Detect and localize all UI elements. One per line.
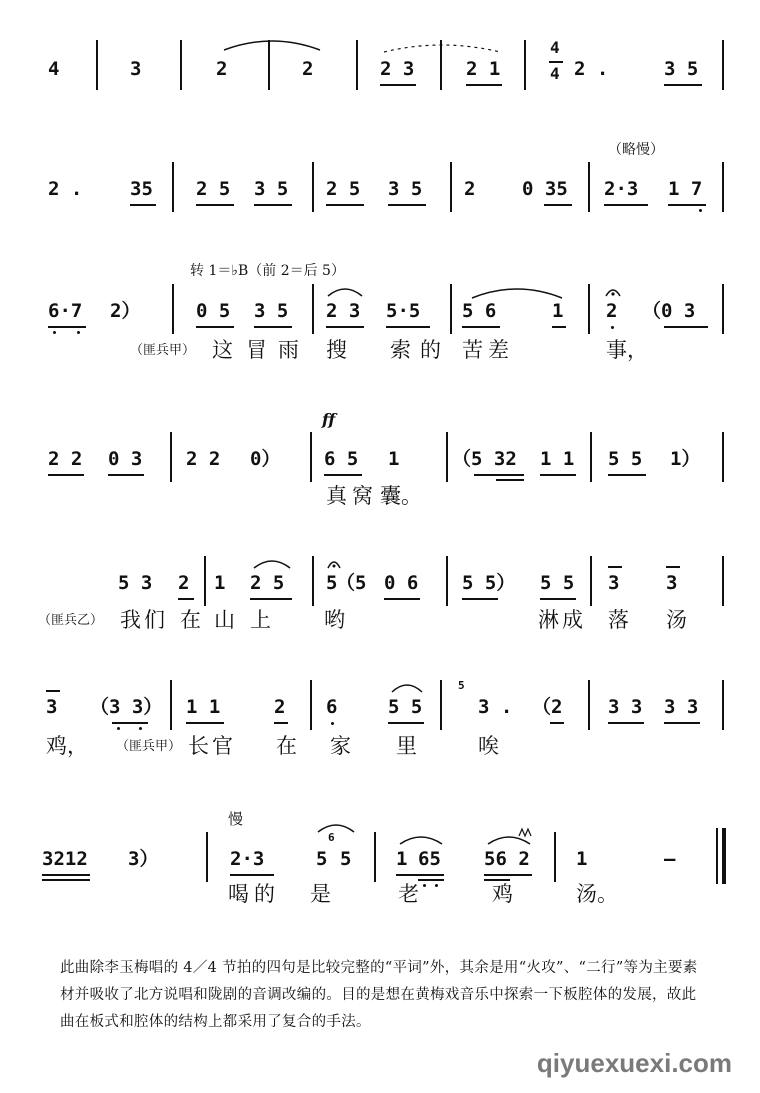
note: （3 3） [90, 696, 163, 718]
note: 6 [326, 696, 338, 718]
lyric: 长 [188, 734, 209, 758]
lyric: 这 [212, 338, 233, 362]
time-signature-top: 4 [550, 38, 560, 57]
underline [42, 874, 90, 876]
lyric: 汤。 [576, 882, 618, 906]
underline [196, 326, 234, 328]
tie-slur [382, 40, 502, 54]
note: （0 3 [642, 300, 696, 322]
note: 5 5） [462, 572, 516, 594]
barline [356, 40, 358, 90]
underline [462, 598, 498, 600]
underline [48, 326, 86, 328]
note: 2 3 [380, 58, 415, 80]
low-octave-dot [117, 727, 120, 730]
note: 4 [48, 58, 60, 80]
underline [462, 326, 500, 328]
barline [524, 40, 526, 90]
explanatory-paragraph: 此曲除李玉梅唱的 4／4 节拍的四句是比较完整的“平词”外，其余是用“火攻”、“二行”等为主要素材并吸收了北方说唱和陇剧的音调改编的。目的是想在黄梅戏音乐中探索一下板腔体的发展，故此曲在板式和腔体的结构上都采用了复合的手法。 [60, 960, 698, 1030]
note: 3 [608, 572, 620, 594]
time-signature-bottom: 4 [550, 64, 560, 83]
barline [722, 40, 724, 90]
lyric: 在 [180, 608, 201, 632]
note: 6·7 [48, 300, 83, 322]
barline [450, 162, 452, 212]
barline [172, 284, 174, 334]
underline [540, 474, 576, 476]
lyric: 汤 [666, 608, 687, 632]
lyric: 搜 [326, 338, 347, 362]
underline [540, 598, 576, 600]
extension-line [666, 566, 680, 568]
underline [48, 474, 84, 476]
note: 3） [128, 848, 159, 870]
note: 1 7 [668, 178, 703, 200]
underline [108, 474, 144, 476]
underline [386, 326, 430, 328]
note: 5 5 [540, 572, 575, 594]
note: 5 5 [388, 696, 423, 718]
note: 5·5 [386, 300, 421, 322]
role-label: （匪兵甲） [116, 739, 182, 754]
barline [172, 162, 174, 212]
note: 2） [110, 300, 141, 322]
underline [608, 722, 644, 724]
tie-slur [316, 820, 356, 834]
lyric: 上 [250, 608, 271, 632]
note: 5 5 [608, 448, 643, 470]
underline [552, 326, 566, 328]
note: 3 5 [254, 178, 289, 200]
note: 1 1 [540, 448, 575, 470]
low-octave-dot [699, 209, 702, 212]
note: （5 32 [452, 448, 517, 470]
note: （5 [336, 572, 367, 594]
key-change-annotation: 转 1＝♭B（前 2＝后 5） [190, 263, 345, 279]
low-octave-dot [53, 331, 56, 334]
barline [446, 556, 448, 606]
note: 0 6 [384, 572, 419, 594]
barline [588, 680, 590, 730]
barline [170, 432, 172, 482]
lyric: 的 [254, 882, 275, 906]
note: 3 [666, 572, 678, 594]
underline [396, 874, 444, 876]
note: 56 2 [484, 848, 530, 870]
tempo-annotation: （略慢） [608, 142, 664, 158]
lyric: 落 [608, 608, 629, 632]
underline-double [484, 879, 510, 881]
barline [722, 556, 724, 606]
note: 1） [670, 448, 701, 470]
low-octave-dot [611, 326, 614, 329]
tie-slur [222, 36, 322, 52]
underline [664, 84, 702, 86]
barline [722, 162, 724, 212]
underline [196, 204, 234, 206]
underline [274, 722, 288, 724]
underline [466, 84, 502, 86]
barline [312, 284, 314, 334]
lyric: 喝 [228, 882, 249, 906]
underline [250, 598, 292, 600]
time-signature-line [549, 61, 563, 63]
underline [484, 874, 532, 876]
note: 0 3 [108, 448, 143, 470]
barline [170, 680, 172, 730]
lyric: 成 [562, 608, 583, 632]
final-barline-thin [716, 828, 718, 884]
lyric: 官 [212, 734, 233, 758]
note: 2·3 [230, 848, 265, 870]
underline [474, 474, 524, 476]
barline [588, 162, 590, 212]
note: 2 2 [186, 448, 221, 470]
barline [554, 832, 556, 882]
barline [206, 832, 208, 882]
low-octave-dot [77, 331, 80, 334]
low-octave-dot [139, 727, 142, 730]
tie-slur [390, 680, 424, 694]
underline [544, 204, 572, 206]
underline [388, 204, 426, 206]
tie-slur [398, 832, 444, 846]
barline [440, 680, 442, 730]
lyric: 苦 [462, 338, 483, 362]
lyric: 里 [396, 734, 417, 758]
underline [604, 204, 648, 206]
tie-slur [326, 284, 364, 298]
note: 1 [388, 448, 400, 470]
note: 2 3 [326, 300, 361, 322]
underline [178, 598, 194, 600]
note: 3 5 [254, 300, 289, 322]
note: 3 3 [664, 696, 699, 718]
barline [590, 556, 592, 606]
note: 1 [214, 572, 226, 594]
tie-slur [252, 556, 292, 570]
lyric: 索 [390, 338, 411, 362]
barline [374, 832, 376, 882]
underline-double [418, 879, 444, 881]
lyric: 唉 [478, 734, 499, 758]
tie-slur [470, 284, 564, 300]
lyric: 哟 [324, 608, 345, 632]
note: 3 . [478, 696, 513, 718]
watermark: qiyuexuexi.com [536, 1048, 732, 1078]
note: 2·3 [604, 178, 639, 200]
note: 2 5 [196, 178, 231, 200]
underline [254, 326, 292, 328]
barline [310, 680, 312, 730]
low-octave-dot [435, 884, 438, 887]
lyric: 们 [144, 608, 165, 632]
fermata [604, 284, 622, 298]
note: 1 1 [186, 696, 221, 718]
extension-line [608, 566, 622, 568]
note: 3212 [42, 848, 88, 870]
note: 2 . [48, 178, 83, 200]
lyric: 事， [606, 338, 648, 362]
low-octave-dot [331, 722, 334, 725]
underline [254, 204, 292, 206]
underline [550, 722, 564, 724]
low-octave-dot [423, 884, 426, 887]
note: 5 [316, 848, 328, 870]
underline-double [496, 479, 524, 481]
note: 1 [396, 848, 408, 870]
barline [722, 284, 724, 334]
lyric: 是 [310, 882, 331, 906]
lyric: 窝 [352, 484, 373, 508]
trill-mark [518, 826, 532, 838]
grace-note: 6 [328, 831, 335, 844]
note: 0 35 [522, 178, 568, 200]
note: 35 [130, 178, 153, 200]
note: 2 [464, 178, 476, 200]
underline [380, 84, 416, 86]
underline [326, 326, 364, 328]
underline [664, 326, 708, 328]
barline [312, 556, 314, 606]
underline [664, 722, 700, 724]
barline [180, 40, 182, 90]
lyric: 冒 [246, 338, 267, 362]
barline [588, 284, 590, 334]
lyric: 雨 [278, 338, 299, 362]
lyric: 家 [330, 734, 351, 758]
extension-line [46, 690, 60, 692]
lyric: 在 [276, 734, 297, 758]
barline [204, 556, 206, 606]
grace-note: 5 [458, 679, 465, 692]
underline [324, 474, 362, 476]
note: 2 [606, 300, 618, 322]
note: 5 3 [118, 572, 153, 594]
underline [326, 204, 364, 206]
note: 0） [250, 448, 281, 470]
underline-double [42, 879, 90, 881]
note: 3 [46, 696, 58, 718]
underline [388, 722, 424, 724]
tempo-marking: 慢 [228, 810, 244, 828]
note: 3 [130, 58, 142, 80]
note: 2 5 [326, 178, 361, 200]
note: 1 [576, 848, 588, 870]
lyric: 鸡 [492, 882, 513, 906]
note: 2 [216, 58, 228, 80]
underline [608, 474, 646, 476]
underline [668, 204, 706, 206]
note: 2 [302, 58, 314, 80]
barline [96, 40, 98, 90]
barline [312, 162, 314, 212]
lyric: 老 [398, 882, 419, 906]
note: 0 5 [196, 300, 231, 322]
barline [590, 432, 592, 482]
lyric: 鸡， [46, 734, 88, 758]
lyric: 真 [326, 484, 347, 508]
underline [130, 204, 156, 206]
note: 5 [340, 848, 352, 870]
note: 6 5 [324, 448, 359, 470]
note: 2 . [574, 58, 609, 80]
note: 5 [326, 572, 338, 594]
barline [722, 432, 724, 482]
note: — [664, 848, 676, 870]
note: 3 3 [608, 696, 643, 718]
note: （2 [532, 696, 563, 718]
note: 2 2 [48, 448, 83, 470]
note: 65 [418, 848, 441, 870]
underline [230, 874, 274, 876]
lyric: 山 [214, 608, 235, 632]
lyric: 差 [488, 338, 509, 362]
note: 1 [552, 300, 564, 322]
note: 5 6 [462, 300, 497, 322]
barline [446, 432, 448, 482]
dynamic-marking: ff [322, 410, 336, 429]
note: 3 5 [388, 178, 423, 200]
note: 3 5 [664, 58, 699, 80]
note: 2 1 [466, 58, 501, 80]
underline [112, 722, 148, 724]
role-label: （匪兵乙） [38, 613, 104, 628]
role-label: （匪兵甲） [130, 343, 196, 358]
lyric: 淋 [538, 608, 559, 632]
underline [186, 722, 224, 724]
barline [722, 680, 724, 730]
note: 2 [274, 696, 286, 718]
final-barline-thick [722, 828, 726, 884]
lyric: 的 [420, 338, 441, 362]
barline [310, 432, 312, 482]
underline [384, 598, 420, 600]
lyric: 我 [120, 608, 141, 632]
fermata [326, 556, 342, 570]
note: 2 5 [250, 572, 285, 594]
barline [450, 284, 452, 334]
note: 2 [178, 572, 190, 594]
lyric: 囊。 [380, 484, 422, 508]
